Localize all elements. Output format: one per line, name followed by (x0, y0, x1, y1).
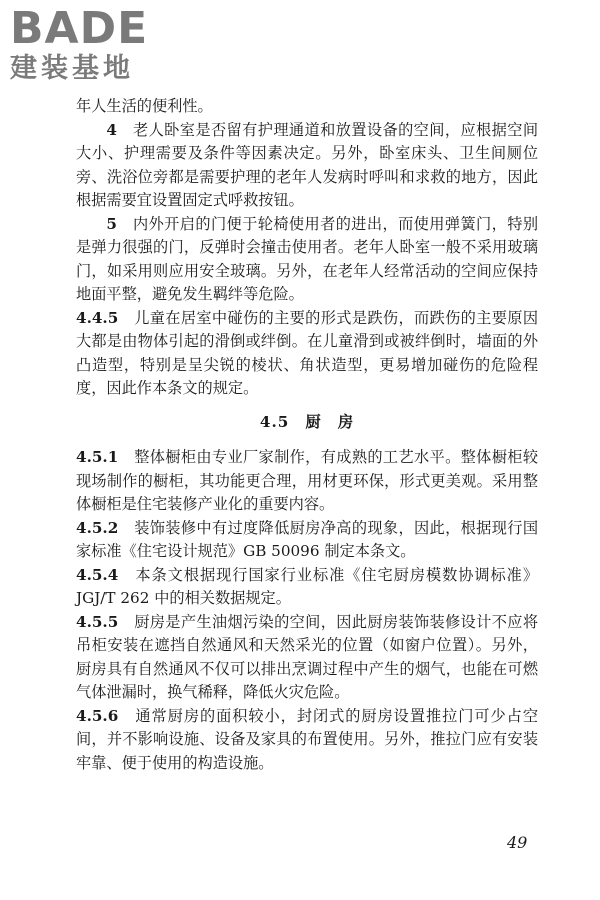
paragraph (76, 564, 538, 611)
clause-number: 4.5.4 (76, 565, 119, 584)
paragraph-text: 通常厨房的面积较小，封闭式的厨房设置推拉门可少占空间，并不影响设施、设备及家具的布置使用。另外，推拉门应有安装牢靠、便于使用的构造设施。 (76, 706, 539, 772)
paragraph-text: 老人卧室是否留有护理通道和放置设备的空间，应根据空间大小、护理需要及条件等因素决定。另外，卧室床头、卫生间厕位旁、洗浴位旁都是需要护理的老年人发病时呼叫和求救的地方，因此根据需要宜设置固定式呼救按钮。 (76, 120, 538, 209)
paragraph (76, 705, 538, 776)
page-number: 49 (507, 833, 528, 852)
paragraph-text: 本条文根据现行国家行业标准《住宅厨房模数协调标准》JGJ/T 262 中的相关数据规定。 (76, 565, 539, 607)
paragraph-text: 装饰装修中有过度降低厨房净高的现象，因此，根据现行国家标准《住宅设计规范》GB 50096 制定本条文。 (76, 518, 539, 560)
clause-number: 5 (106, 214, 117, 233)
paragraph (76, 517, 538, 564)
paragraph (76, 446, 538, 517)
paragraph (76, 95, 538, 119)
paragraph-text: 内外开启的门便于轮椅使用者的进出，而使用弹簧门，特别是弹力很强的门，反弹时会撞击使用者。老年人卧室一般不采用玻璃门，如采用则应用安全玻璃。另外，在老年人经常活动的空间应保持地面平整，避免发生羁绊等危险。 (76, 214, 538, 303)
clause-number: 4.5.1 (76, 448, 119, 466)
section-heading: 4.5 厨 房 (259, 412, 355, 431)
logo-subtitle: 建装基地 (10, 53, 134, 84)
clause-number: 4 (106, 120, 117, 139)
paragraph-text: 厨房是产生油烟污染的空间，因此厨房装饰装修设计不应将吊柜安装在遮挡自然通风和天然采光的位置（如窗户位置）。另外，厨房具有自然通风不仅可以排出烹调过程中产生的烟气，也能在可燃气体泄漏时，换气稀释，降低火灾危险。 (76, 612, 539, 701)
paragraph (76, 119, 538, 213)
paragraph-text: 儿童在居室中碰伤的主要的形式是跌伤，而跌伤的主要原因大都是由物体引起的滑倒或绊倒。在儿童滑到或被绊倒时，墙面的外凸造型，特别是呈尖锐的棱状、角状造型，更易增加碰伤的危险程度，因此作本条文的规定。 (76, 308, 539, 397)
paragraph (76, 307, 538, 401)
paragraph-text: 年人生活的便利性。 (76, 97, 213, 115)
clause-number: 4.4.5 (76, 308, 119, 327)
paragraph (76, 611, 538, 705)
logo-wordmark: BADE (10, 3, 149, 54)
clause-number: 4.5.5 (76, 612, 119, 631)
paragraph-text: 整体橱柜由专业厂家制作，有成熟的工艺水平。整体橱柜较现场制作的橱柜，其功能更合理，用材更环保，形式更美观。采用整体橱柜是住宅装修产业化的重要内容。 (76, 448, 539, 513)
document-body (76, 95, 538, 775)
paragraph (76, 213, 538, 307)
logo (10, 3, 180, 84)
clause-number: 4.5.2 (76, 518, 119, 537)
clause-number: 4.5.6 (76, 706, 119, 725)
